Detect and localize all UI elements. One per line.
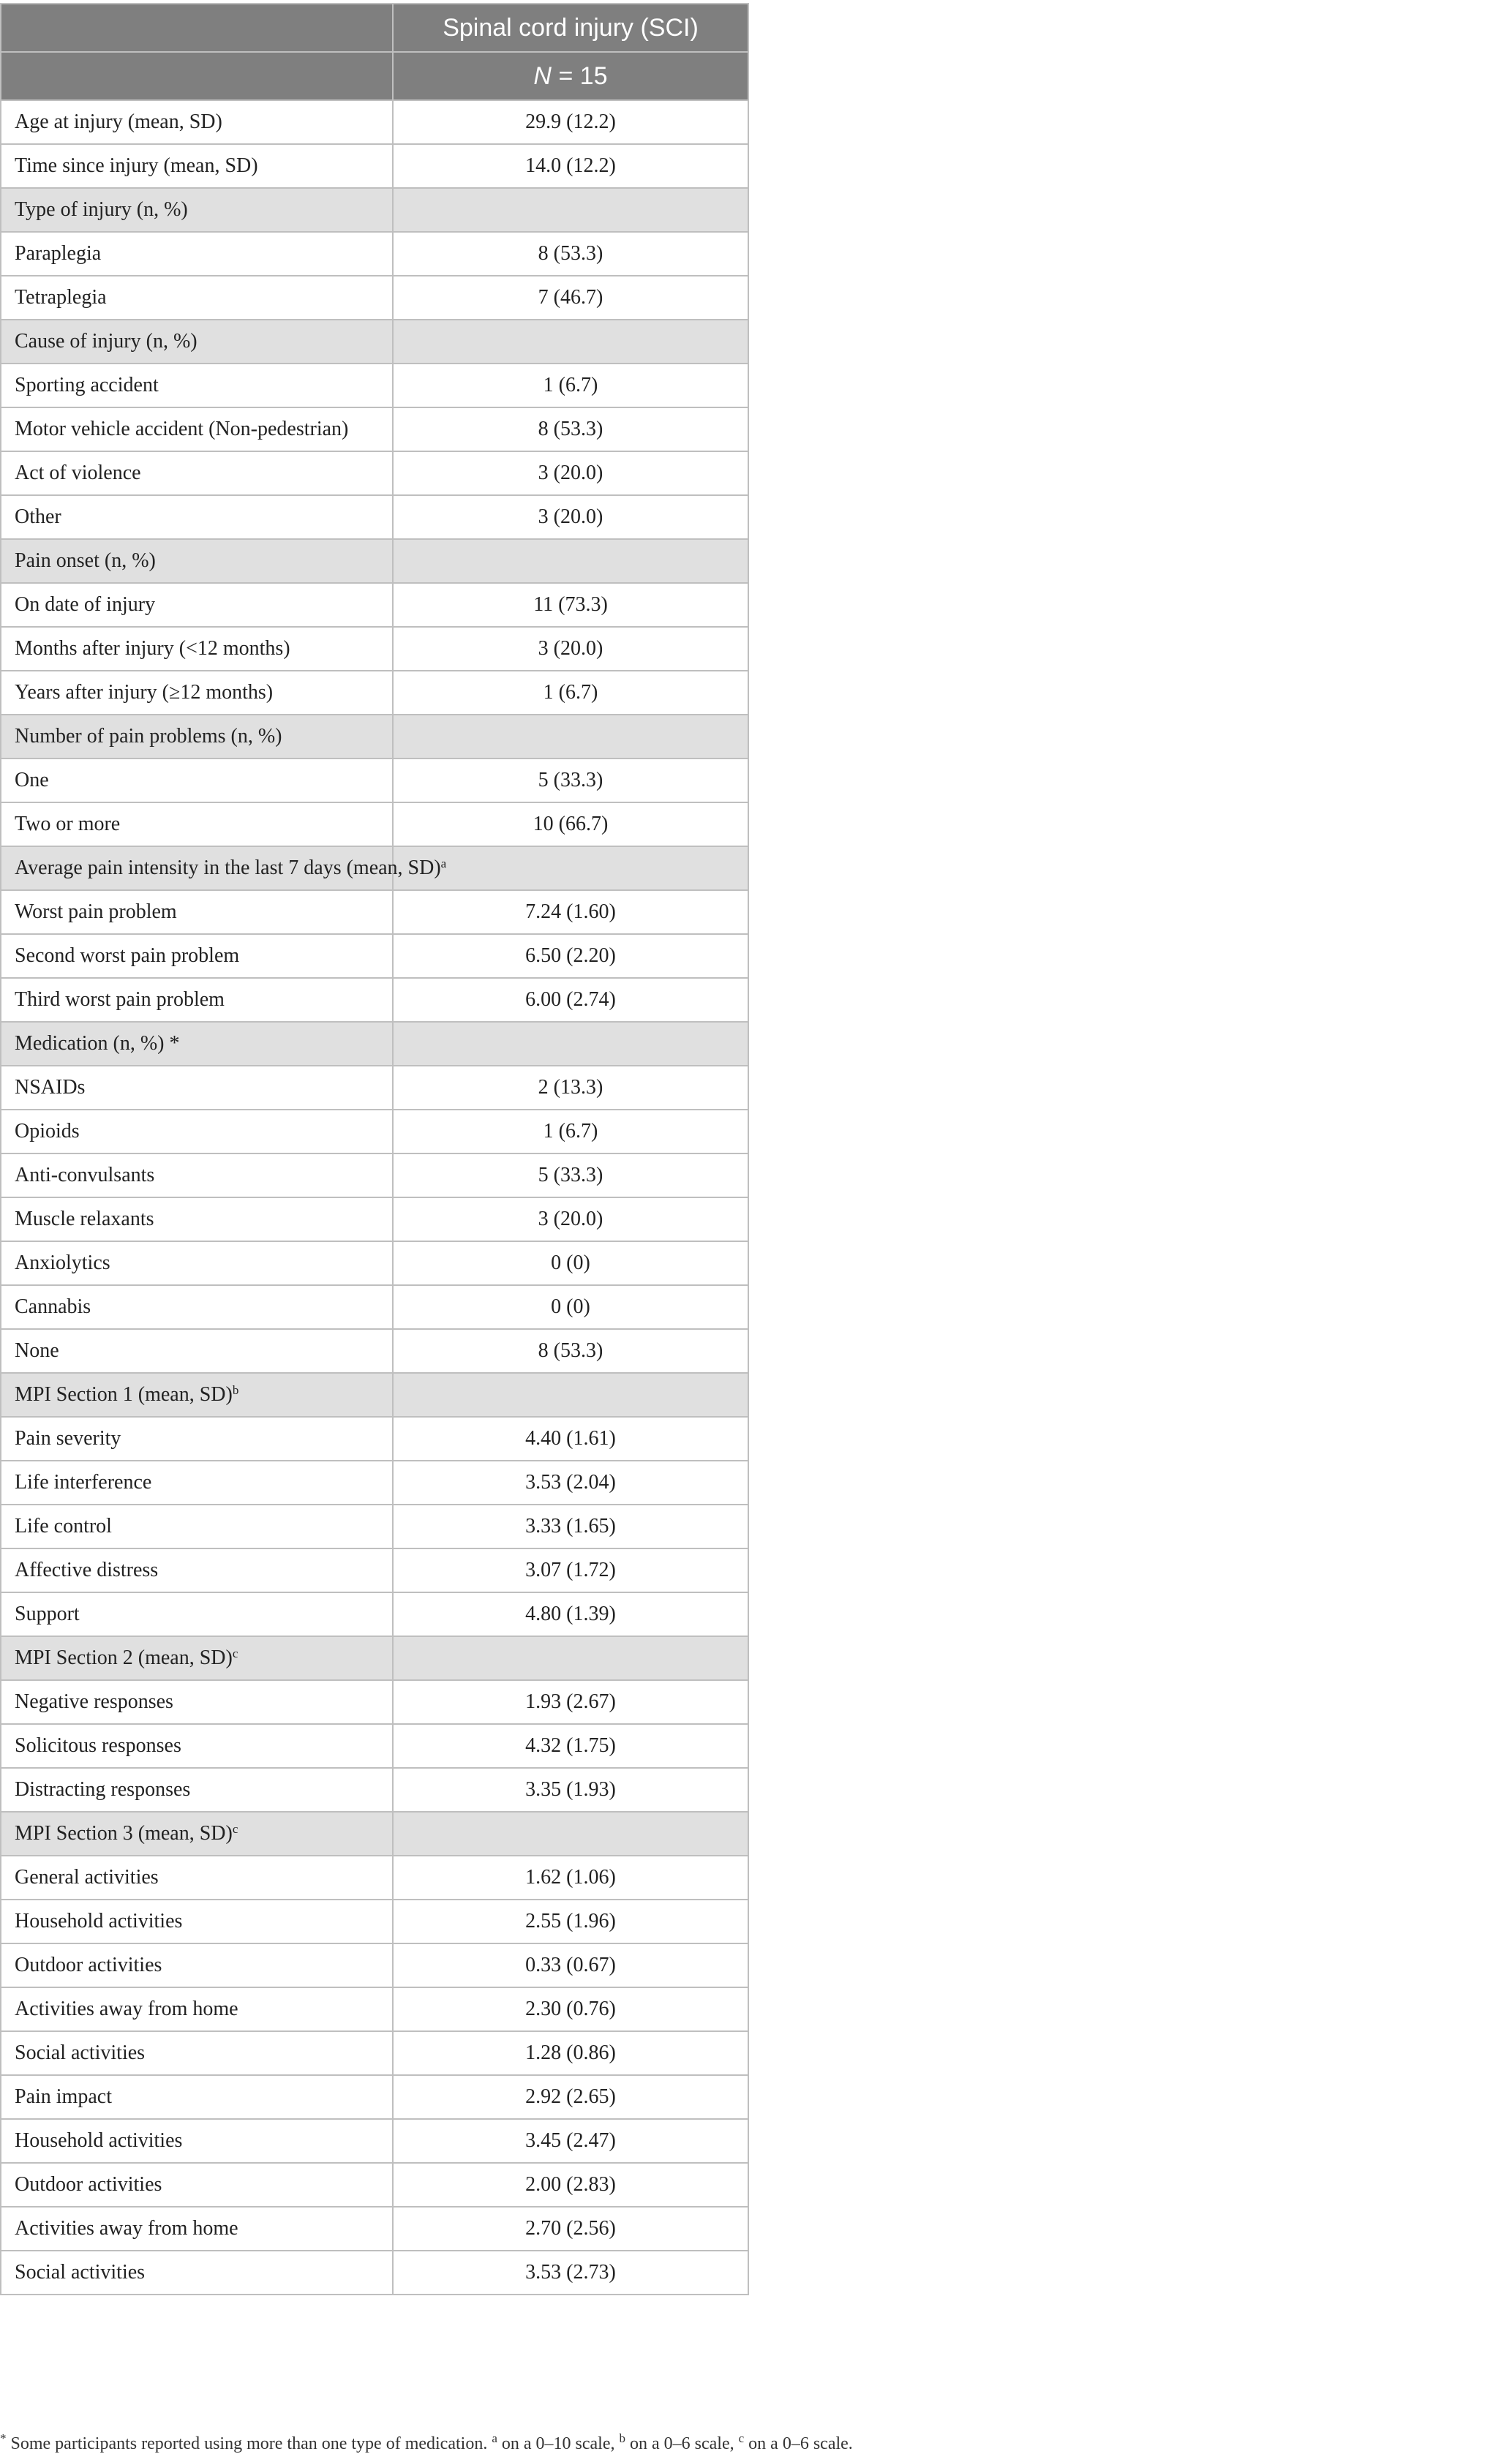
row-label-text: Type of injury (n, %) bbox=[15, 198, 188, 221]
row-value: 11 (73.3) bbox=[393, 583, 748, 627]
section-value-cell bbox=[393, 539, 748, 583]
row-value: 1.93 (2.67) bbox=[393, 1680, 748, 1724]
row-label bbox=[1, 1768, 393, 1812]
row-label-text: Motor vehicle accident (Non-pedestrian) bbox=[15, 418, 349, 440]
row-label bbox=[1, 451, 393, 495]
table-row bbox=[1, 1592, 748, 1636]
row-label bbox=[1, 802, 393, 846]
row-label bbox=[1, 1592, 393, 1636]
row-value: 2.92 (2.65) bbox=[393, 2075, 748, 2119]
table-footnote bbox=[0, 2431, 853, 2454]
row-label-text: Third worst pain problem bbox=[15, 988, 225, 1011]
row-value: 8 (53.3) bbox=[393, 407, 748, 451]
section-label bbox=[1, 1373, 393, 1417]
row-label-text: General activities bbox=[15, 1866, 159, 1889]
row-label-text: Outdoor activities bbox=[15, 2173, 162, 2196]
sample-size bbox=[393, 52, 748, 100]
table-row bbox=[1, 1153, 748, 1197]
row-label-text: Activities away from home bbox=[15, 1998, 238, 2020]
row-value: 14.0 (12.2) bbox=[393, 144, 748, 188]
row-value: 3 (20.0) bbox=[393, 495, 748, 539]
row-label-text: Age at injury (mean, SD) bbox=[15, 110, 222, 133]
section-row bbox=[1, 539, 748, 583]
header-empty-cell bbox=[1, 52, 393, 100]
footnote-marker: c bbox=[232, 1646, 238, 1660]
table-row bbox=[1, 1285, 748, 1329]
footnote-text: on a 0–6 scale. bbox=[744, 2434, 853, 2453]
table-row bbox=[1, 1548, 748, 1592]
row-label-text: Sporting accident bbox=[15, 374, 159, 396]
row-label bbox=[1, 2031, 393, 2075]
row-label-text: NSAIDs bbox=[15, 1076, 86, 1099]
table-row bbox=[1, 978, 748, 1022]
table-row bbox=[1, 1680, 748, 1724]
section-label bbox=[1, 320, 393, 364]
row-label bbox=[1, 1548, 393, 1592]
row-label-text: Household activities bbox=[15, 1910, 183, 1932]
row-label-text: Anti-convulsants bbox=[15, 1164, 155, 1186]
row-value: 3 (20.0) bbox=[393, 451, 748, 495]
row-label bbox=[1, 1110, 393, 1153]
row-label-text: Paraplegia bbox=[15, 242, 102, 265]
table-row bbox=[1, 1768, 748, 1812]
row-value: 29.9 (12.2) bbox=[393, 100, 748, 144]
row-value: 4.32 (1.75) bbox=[393, 1724, 748, 1768]
demographics-table bbox=[0, 3, 749, 2295]
row-label-text: Activities away from home bbox=[15, 2217, 238, 2240]
row-label-text: Act of violence bbox=[15, 462, 141, 484]
section-row bbox=[1, 846, 748, 890]
row-label-text: Life control bbox=[15, 1515, 112, 1537]
row-value: 0.33 (0.67) bbox=[393, 1943, 748, 1987]
section-row bbox=[1, 188, 748, 232]
row-label-text: Time since injury (mean, SD) bbox=[15, 154, 258, 177]
section-value-cell bbox=[393, 1373, 748, 1417]
table-row bbox=[1, 1461, 748, 1505]
section-value-cell bbox=[393, 188, 748, 232]
table-body bbox=[1, 100, 748, 2295]
row-label bbox=[1, 890, 393, 934]
row-label bbox=[1, 364, 393, 407]
section-label bbox=[1, 539, 393, 583]
table-row bbox=[1, 144, 748, 188]
table-row bbox=[1, 2207, 748, 2251]
row-value: 5 (33.3) bbox=[393, 759, 748, 802]
table-row bbox=[1, 1856, 748, 1900]
row-label bbox=[1, 1943, 393, 1987]
row-label bbox=[1, 232, 393, 276]
table-row bbox=[1, 1329, 748, 1373]
table-row bbox=[1, 1241, 748, 1285]
table-row bbox=[1, 1943, 748, 1987]
row-label-text: Cause of injury (n, %) bbox=[15, 330, 198, 353]
table-row bbox=[1, 1066, 748, 1110]
row-label bbox=[1, 1153, 393, 1197]
n-value: = 15 bbox=[558, 62, 608, 90]
row-label-text: Household activities bbox=[15, 2129, 183, 2152]
row-label-text: MPI Section 3 (mean, SD) bbox=[15, 1822, 233, 1845]
row-value: 2.70 (2.56) bbox=[393, 2207, 748, 2251]
row-label bbox=[1, 1724, 393, 1768]
row-label-text: Years after injury (≥12 months) bbox=[15, 681, 274, 704]
row-value: 2.30 (0.76) bbox=[393, 1987, 748, 2031]
section-label bbox=[1, 1022, 393, 1066]
row-label-text: Life interference bbox=[15, 1471, 152, 1494]
table-row bbox=[1, 583, 748, 627]
row-label bbox=[1, 2251, 393, 2295]
row-label-text: None bbox=[15, 1339, 59, 1362]
footnote-marker: b bbox=[232, 1383, 239, 1397]
row-label bbox=[1, 407, 393, 451]
footnote-mark-c: c bbox=[738, 2431, 745, 2445]
row-label-text: Tetraplegia bbox=[15, 286, 107, 309]
row-label bbox=[1, 1066, 393, 1110]
table-row bbox=[1, 1900, 748, 1943]
row-value: 10 (66.7) bbox=[393, 802, 748, 846]
row-value: 3.53 (2.73) bbox=[393, 2251, 748, 2295]
footnote-marker: c bbox=[232, 1822, 238, 1836]
row-label-text: Medication (n, %) * bbox=[15, 1032, 180, 1055]
section-value-cell bbox=[393, 320, 748, 364]
row-label-text: Distracting responses bbox=[15, 1778, 191, 1801]
row-value: 3.07 (1.72) bbox=[393, 1548, 748, 1592]
row-value: 2 (13.3) bbox=[393, 1066, 748, 1110]
row-value: 3.35 (1.93) bbox=[393, 1768, 748, 1812]
row-label-text: Social activities bbox=[15, 2041, 146, 2064]
row-label bbox=[1, 1461, 393, 1505]
row-label bbox=[1, 1241, 393, 1285]
row-value: 8 (53.3) bbox=[393, 1329, 748, 1373]
row-label-text: Two or more bbox=[15, 813, 121, 835]
row-value: 7 (46.7) bbox=[393, 276, 748, 320]
row-value: 3.45 (2.47) bbox=[393, 2119, 748, 2163]
row-value: 6.00 (2.74) bbox=[393, 978, 748, 1022]
table-row bbox=[1, 100, 748, 144]
row-value: 2.55 (1.96) bbox=[393, 1900, 748, 1943]
row-label bbox=[1, 1285, 393, 1329]
table-row bbox=[1, 1505, 748, 1548]
row-label-text: Worst pain problem bbox=[15, 900, 177, 923]
row-label bbox=[1, 934, 393, 978]
row-label-text: Pain onset (n, %) bbox=[15, 549, 156, 572]
table-row bbox=[1, 890, 748, 934]
row-label-text: MPI Section 1 (mean, SD) bbox=[15, 1383, 233, 1406]
section-label bbox=[1, 715, 393, 759]
row-value: 1.62 (1.06) bbox=[393, 1856, 748, 1900]
row-value: 6.50 (2.20) bbox=[393, 934, 748, 978]
row-label bbox=[1, 671, 393, 715]
row-label bbox=[1, 1417, 393, 1461]
row-label-text: Number of pain problems (n, %) bbox=[15, 725, 282, 748]
row-value: 0 (0) bbox=[393, 1285, 748, 1329]
row-label-text: Social activities bbox=[15, 2261, 146, 2284]
row-value: 3.53 (2.04) bbox=[393, 1461, 748, 1505]
section-label bbox=[1, 1812, 393, 1856]
table-row bbox=[1, 2163, 748, 2207]
row-label-text: Second worst pain problem bbox=[15, 944, 240, 967]
table-row bbox=[1, 802, 748, 846]
row-label-text: Opioids bbox=[15, 1120, 80, 1143]
table-row bbox=[1, 2251, 748, 2295]
table-header bbox=[1, 4, 748, 100]
row-label bbox=[1, 1505, 393, 1548]
row-value: 4.40 (1.61) bbox=[393, 1417, 748, 1461]
row-label bbox=[1, 1680, 393, 1724]
row-label bbox=[1, 2163, 393, 2207]
footnote-mark-a: a bbox=[492, 2431, 497, 2445]
row-value: 1.28 (0.86) bbox=[393, 2031, 748, 2075]
section-row bbox=[1, 1022, 748, 1066]
row-value: 4.80 (1.39) bbox=[393, 1592, 748, 1636]
row-label-text: Affective distress bbox=[15, 1559, 159, 1581]
row-label-text: Outdoor activities bbox=[15, 1954, 162, 1976]
row-label-text: Solicitous responses bbox=[15, 1734, 181, 1757]
table-row bbox=[1, 495, 748, 539]
row-label-text: Negative responses bbox=[15, 1690, 173, 1713]
section-value-cell bbox=[393, 1636, 748, 1680]
row-label-text: MPI Section 2 (mean, SD) bbox=[15, 1646, 233, 1669]
section-value-cell bbox=[393, 715, 748, 759]
row-label-text: Months after injury (<12 months) bbox=[15, 637, 290, 660]
table-row bbox=[1, 627, 748, 671]
row-value: 2.00 (2.83) bbox=[393, 2163, 748, 2207]
row-value: 8 (53.3) bbox=[393, 232, 748, 276]
section-row bbox=[1, 715, 748, 759]
row-label bbox=[1, 2075, 393, 2119]
row-label bbox=[1, 2119, 393, 2163]
row-value: 5 (33.3) bbox=[393, 1153, 748, 1197]
row-label bbox=[1, 759, 393, 802]
row-value: 7.24 (1.60) bbox=[393, 890, 748, 934]
section-label bbox=[1, 188, 393, 232]
table-row bbox=[1, 364, 748, 407]
section-value-cell bbox=[393, 1812, 748, 1856]
table-row bbox=[1, 1417, 748, 1461]
table-row bbox=[1, 759, 748, 802]
section-row bbox=[1, 1373, 748, 1417]
table-row bbox=[1, 2119, 748, 2163]
row-label bbox=[1, 627, 393, 671]
footnote-text: on a 0–10 scale, bbox=[497, 2434, 620, 2453]
section-row bbox=[1, 1812, 748, 1856]
row-label bbox=[1, 583, 393, 627]
footnote-text: Some participants reported using more than one type of medication. bbox=[6, 2434, 492, 2453]
footnote-star: * bbox=[0, 2431, 7, 2445]
section-row bbox=[1, 1636, 748, 1680]
row-value: 1 (6.7) bbox=[393, 671, 748, 715]
section-label bbox=[1, 846, 447, 890]
footnote-text: on a 0–6 scale, bbox=[625, 2434, 739, 2453]
table-row bbox=[1, 451, 748, 495]
row-label bbox=[1, 1856, 393, 1900]
footnote-mark-b: b bbox=[619, 2431, 625, 2445]
row-value: 3.33 (1.65) bbox=[393, 1505, 748, 1548]
row-label-text: One bbox=[15, 769, 49, 791]
row-label-text: Cannabis bbox=[15, 1295, 91, 1318]
table-row bbox=[1, 232, 748, 276]
table-row bbox=[1, 1724, 748, 1768]
row-label bbox=[1, 1987, 393, 2031]
header-empty-cell bbox=[1, 4, 393, 52]
row-label-text: Other bbox=[15, 505, 61, 528]
row-label bbox=[1, 2207, 393, 2251]
row-label-text: Anxiolytics bbox=[15, 1252, 110, 1274]
row-label bbox=[1, 276, 393, 320]
table-row bbox=[1, 1110, 748, 1153]
row-value: 3 (20.0) bbox=[393, 1197, 748, 1241]
table-row bbox=[1, 2031, 748, 2075]
row-label bbox=[1, 1197, 393, 1241]
n-label: N bbox=[533, 62, 552, 90]
row-value: 1 (6.7) bbox=[393, 1110, 748, 1153]
row-label-text: Average pain intensity in the last 7 days (mean, SD) bbox=[15, 857, 441, 879]
row-value: 3 (20.0) bbox=[393, 627, 748, 671]
row-label bbox=[1, 1900, 393, 1943]
table-row bbox=[1, 407, 748, 451]
row-label-text: On date of injury bbox=[15, 593, 156, 616]
row-label-text: Pain impact bbox=[15, 2085, 112, 2108]
table-row bbox=[1, 1197, 748, 1241]
group-title: Spinal cord injury (SCI) bbox=[393, 4, 748, 52]
section-label bbox=[1, 1636, 393, 1680]
row-label-text: Pain severity bbox=[15, 1427, 121, 1450]
footnote-marker: a bbox=[440, 857, 447, 870]
row-label bbox=[1, 144, 393, 188]
row-label-text: Support bbox=[15, 1603, 80, 1625]
row-label-text: Muscle relaxants bbox=[15, 1208, 154, 1230]
row-label bbox=[1, 978, 393, 1022]
table-row bbox=[1, 934, 748, 978]
table-row bbox=[1, 2075, 748, 2119]
row-label bbox=[1, 1329, 393, 1373]
row-value: 0 (0) bbox=[393, 1241, 748, 1285]
row-value: 1 (6.7) bbox=[393, 364, 748, 407]
table-row bbox=[1, 1987, 748, 2031]
row-label bbox=[1, 495, 393, 539]
table-row bbox=[1, 276, 748, 320]
row-label bbox=[1, 100, 393, 144]
table-row bbox=[1, 671, 748, 715]
section-row bbox=[1, 320, 748, 364]
section-value-cell bbox=[393, 1022, 748, 1066]
